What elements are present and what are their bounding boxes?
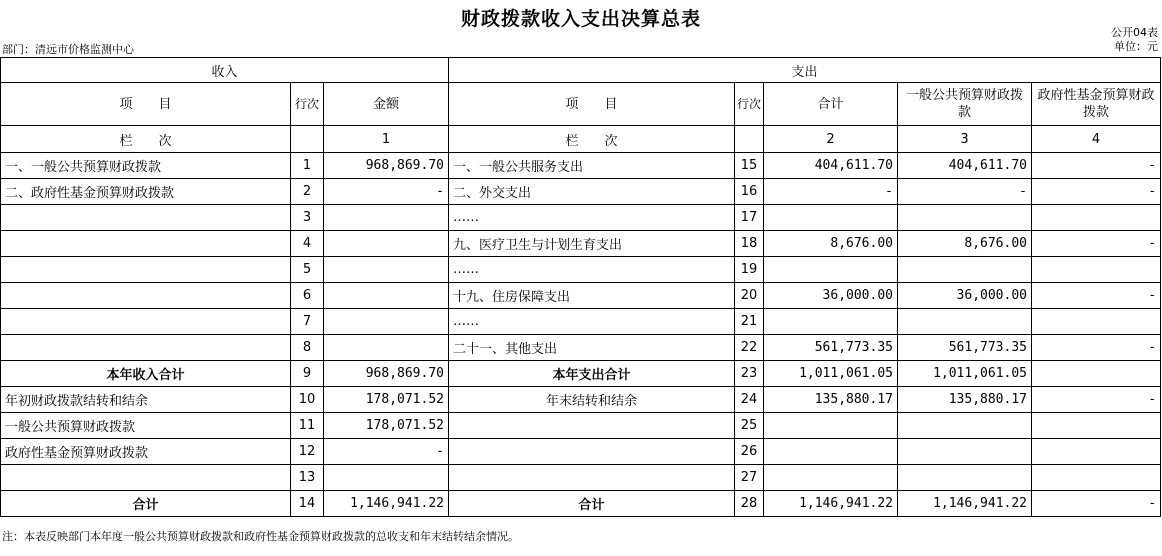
report-title: 财政拨款收入支出决算总表: [460, 8, 701, 30]
expense-row-no: 19: [735, 257, 764, 283]
income-item: 一般公共预算财政拨款: [1, 413, 291, 439]
income-row-no: 11: [291, 413, 324, 439]
table-row: [1, 205, 1161, 231]
income-item: [1, 309, 291, 335]
expense-fund: [1032, 465, 1161, 491]
table-row: [1, 465, 1161, 491]
income-row-no: 9: [291, 361, 324, 387]
expense-general: [898, 413, 1032, 439]
table-row-grand-total: [1, 491, 1161, 517]
income-row-no: 10: [291, 387, 324, 413]
income-amount: [324, 465, 449, 491]
table-row: [1, 257, 1161, 283]
col-number-3: 3: [898, 126, 1032, 153]
income-item: [1, 335, 291, 361]
expense-general: 1,011,061.05: [898, 361, 1032, 387]
expense-fund: -: [1032, 387, 1161, 413]
table-row: [1, 413, 1161, 439]
income-amount: 968,869.70: [324, 361, 449, 387]
income-section-header: 收入: [1, 58, 449, 83]
header-meta: [1111, 26, 1158, 54]
income-amount: 178,071.52: [324, 413, 449, 439]
expense-item-header: 项 目: [449, 83, 735, 126]
income-amount: -: [324, 439, 449, 465]
expense-fund: -: [1032, 283, 1161, 309]
expense-fund: [1032, 361, 1161, 387]
department-label: 部门：清远市价格监测中心: [2, 43, 134, 56]
expense-general: 36,000.00: [898, 283, 1032, 309]
income-row-no: 14: [291, 491, 324, 517]
expense-row-no: 15: [735, 153, 764, 179]
income-row-no: 8: [291, 335, 324, 361]
col-number-2: 2: [764, 126, 898, 153]
expense-row-no: 16: [735, 179, 764, 205]
expense-item: 一、一般公共服务支出: [449, 153, 735, 179]
table-row: [1, 309, 1161, 335]
expense-fund: [1032, 257, 1161, 283]
expense-general: -: [898, 179, 1032, 205]
expense-fund: -: [1032, 491, 1161, 517]
income-row-no: 4: [291, 231, 324, 257]
expense-total: -: [764, 179, 898, 205]
income-amount: -: [324, 179, 449, 205]
income-item: 本年收入合计: [1, 361, 291, 387]
expense-item: ……: [449, 257, 735, 283]
income-amount: [324, 257, 449, 283]
income-amount: [324, 283, 449, 309]
expense-total: [764, 439, 898, 465]
footnote: 注：本表反映部门本年度一般公共预算财政拨款和政府性基金预算财政拨款的总收支和年末结转结余情况。: [2, 530, 519, 543]
expense-item: [449, 439, 735, 465]
income-item: [1, 465, 291, 491]
expense-row-no: 25: [735, 413, 764, 439]
expense-item: 本年支出合计: [449, 361, 735, 387]
expense-item: [449, 413, 735, 439]
expense-row-no: 26: [735, 439, 764, 465]
expense-general: [898, 439, 1032, 465]
table-row: [1, 283, 1161, 309]
income-amount: [324, 309, 449, 335]
expense-total: 135,880.17: [764, 387, 898, 413]
table-row: [1, 231, 1161, 257]
expense-total: [764, 309, 898, 335]
expense-col-blank: [735, 126, 764, 153]
expense-item: ……: [449, 309, 735, 335]
budget-table: [0, 57, 1161, 517]
expense-fund: [1032, 309, 1161, 335]
expense-general: 135,880.17: [898, 387, 1032, 413]
expense-total: 404,611.70: [764, 153, 898, 179]
income-row-no: 1: [291, 153, 324, 179]
expense-total: 1,011,061.05: [764, 361, 898, 387]
expense-item: 十九、住房保障支出: [449, 283, 735, 309]
expense-item: 年末结转和结余: [449, 387, 735, 413]
expense-item: 合计: [449, 491, 735, 517]
expense-total: 561,773.35: [764, 335, 898, 361]
income-row-no: 3: [291, 205, 324, 231]
expense-fund: -: [1032, 179, 1161, 205]
expense-total: 1,146,941.22: [764, 491, 898, 517]
income-item: 二、政府性基金预算财政拨款: [1, 179, 291, 205]
expense-total: [764, 413, 898, 439]
expense-fund: -: [1032, 153, 1161, 179]
expense-row-no: 21: [735, 309, 764, 335]
table-row: [1, 439, 1161, 465]
expense-total: 36,000.00: [764, 283, 898, 309]
expense-total: 8,676.00: [764, 231, 898, 257]
expense-general: 561,773.35: [898, 335, 1032, 361]
expense-rowno-header: 行次: [735, 83, 764, 126]
header-row-column-numbers: [1, 126, 1161, 153]
header-row-sections: [1, 58, 1161, 83]
income-item: 政府性基金预算财政拨款: [1, 439, 291, 465]
income-item-header: 项 目: [1, 83, 291, 126]
expense-total: [764, 465, 898, 491]
table-row: [1, 335, 1161, 361]
income-col-blank: [291, 126, 324, 153]
income-item: [1, 231, 291, 257]
income-item: [1, 257, 291, 283]
col-number-1: 1: [324, 126, 449, 153]
income-row-no: 13: [291, 465, 324, 491]
expense-general: [898, 257, 1032, 283]
expense-fund: -: [1032, 335, 1161, 361]
income-row-no: 12: [291, 439, 324, 465]
expense-general: [898, 205, 1032, 231]
expense-general: 404,611.70: [898, 153, 1032, 179]
table-row-income-total: [1, 361, 1161, 387]
expense-general: 8,676.00: [898, 231, 1032, 257]
expense-fund: [1032, 413, 1161, 439]
expense-row-no: 17: [735, 205, 764, 231]
col-number-4: 4: [1032, 126, 1161, 153]
income-amount: 968,869.70: [324, 153, 449, 179]
expense-row-no: 24: [735, 387, 764, 413]
expense-fund: [1032, 205, 1161, 231]
expense-row-no: 27: [735, 465, 764, 491]
income-amount: 1,146,941.22: [324, 491, 449, 517]
expense-general-header: 一般公共预算财政拨款: [898, 83, 1032, 126]
income-item: 一、一般公共预算财政拨款: [1, 153, 291, 179]
expense-row-no: 23: [735, 361, 764, 387]
income-amount: [324, 335, 449, 361]
income-item: 合计: [1, 491, 291, 517]
income-row-no: 6: [291, 283, 324, 309]
header-row-columns: [1, 83, 1161, 126]
income-item: [1, 205, 291, 231]
income-col-label: 栏 次: [1, 126, 291, 153]
expense-col-label: 栏 次: [449, 126, 735, 153]
income-amount: [324, 231, 449, 257]
income-row-no: 2: [291, 179, 324, 205]
income-row-no: 5: [291, 257, 324, 283]
expense-general: [898, 309, 1032, 335]
income-item: [1, 283, 291, 309]
expense-total-header: 合计: [764, 83, 898, 126]
expense-total: [764, 205, 898, 231]
expense-fund-header: 政府性基金预算财政拨款: [1032, 83, 1161, 126]
income-amount: 178,071.52: [324, 387, 449, 413]
table-row: [1, 387, 1161, 413]
expense-row-no: 18: [735, 231, 764, 257]
expense-item: [449, 465, 735, 491]
form-number: 公开04表: [1111, 26, 1158, 39]
expense-section-header: 支出: [449, 58, 1161, 83]
expense-general: [898, 465, 1032, 491]
expense-item: ……: [449, 205, 735, 231]
income-item: 年初财政拨款结转和结余: [1, 387, 291, 413]
expense-total: [764, 257, 898, 283]
expense-row-no: 22: [735, 335, 764, 361]
expense-item: 二、外交支出: [449, 179, 735, 205]
expense-item: 九、医疗卫生与计划生育支出: [449, 231, 735, 257]
expense-general: 1,146,941.22: [898, 491, 1032, 517]
expense-row-no: 20: [735, 283, 764, 309]
table-row: [1, 179, 1161, 205]
income-amount: [324, 205, 449, 231]
unit-label: 单位：元: [1114, 40, 1158, 53]
expense-fund: -: [1032, 231, 1161, 257]
table-row: [1, 153, 1161, 179]
expense-row-no: 28: [735, 491, 764, 517]
income-row-no: 7: [291, 309, 324, 335]
income-amount-header: 金额: [324, 83, 449, 126]
expense-fund: [1032, 439, 1161, 465]
income-rowno-header: 行次: [291, 83, 324, 126]
expense-item: 二十一、其他支出: [449, 335, 735, 361]
